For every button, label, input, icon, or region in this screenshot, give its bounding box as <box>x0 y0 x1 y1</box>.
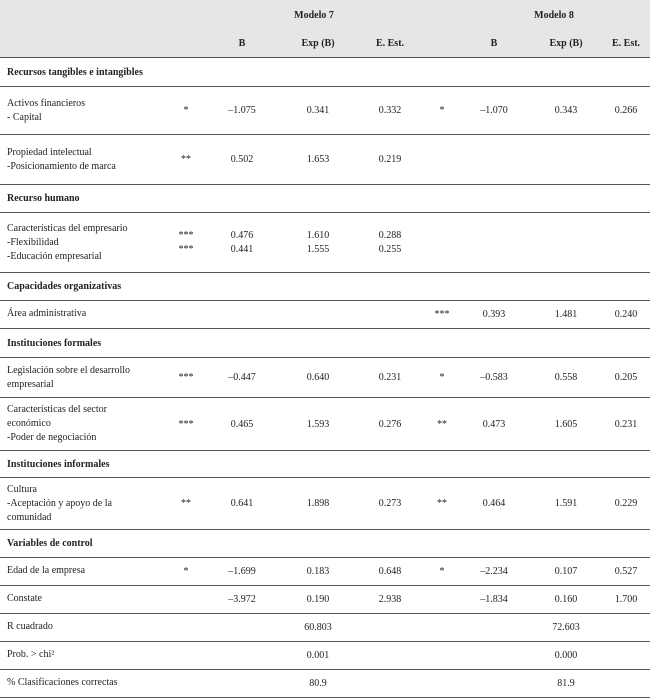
cell: 0.648 <box>354 558 426 586</box>
section-title: Variables de control <box>0 530 650 558</box>
col-b8: B <box>458 30 530 58</box>
significance: *** <box>170 358 202 398</box>
cell: 80.9 <box>282 670 354 698</box>
cell: 0.273 <box>354 478 426 530</box>
cell: 1.591 <box>530 478 602 530</box>
col-se8: E. Est. <box>602 30 650 58</box>
row-label: R cuadrado <box>0 614 170 642</box>
row-label: Prob. > chi² <box>0 642 170 670</box>
cell: –0.447 <box>202 358 282 398</box>
section-row <box>0 530 650 558</box>
cell: 0.476 0.441 <box>202 213 282 273</box>
cell: 0.000 <box>530 642 602 670</box>
cell: 0.393 <box>458 301 530 329</box>
cell: –2.234 <box>458 558 530 586</box>
col-exp7: Exp (B) <box>282 30 354 58</box>
cell: –3.972 <box>202 586 282 614</box>
cell: 0.332 <box>354 87 426 135</box>
row-label: Edad de la empresa <box>0 558 170 586</box>
significance: *** <box>426 301 458 329</box>
table-row <box>0 358 650 398</box>
cell: 1.610 1.555 <box>282 213 354 273</box>
cell: 0.341 <box>282 87 354 135</box>
model8-header: Modelo 8 <box>458 0 650 30</box>
cell: 0.527 <box>602 558 650 586</box>
section-title: Instituciones formales <box>0 329 650 358</box>
significance: *** <box>170 398 202 451</box>
cell: 0.641 <box>202 478 282 530</box>
header-row-columns <box>0 30 650 58</box>
cell: 0.001 <box>282 642 354 670</box>
section-row <box>0 329 650 358</box>
cell: 0.240 <box>602 301 650 329</box>
section-row <box>0 185 650 213</box>
cell: 0.183 <box>282 558 354 586</box>
cell: 0.190 <box>282 586 354 614</box>
table-row <box>0 558 650 586</box>
cell: 0.343 <box>530 87 602 135</box>
col-exp8: Exp (B) <box>530 30 602 58</box>
section-row <box>0 58 650 87</box>
significance: * <box>426 558 458 586</box>
row-label: Legislación sobre el desarrollo empresarial <box>0 358 170 398</box>
cell: 0.205 <box>602 358 650 398</box>
header-row-models <box>0 0 650 30</box>
section-row <box>0 451 650 478</box>
significance: * <box>170 87 202 135</box>
row-label: Características del sector económico -Poder de negociación <box>0 398 170 451</box>
cell: 0.276 <box>354 398 426 451</box>
cell: 1.593 <box>282 398 354 451</box>
table-row <box>0 87 650 135</box>
significance: *** *** <box>170 213 202 273</box>
row-label: Propiedad intelectual -Posicionamiento de marca <box>0 135 170 185</box>
row-label: Área administrativa <box>0 301 170 329</box>
cell: 0.229 <box>602 478 650 530</box>
cell: 0.107 <box>530 558 602 586</box>
cell: 2.938 <box>354 586 426 614</box>
model7-header: Modelo 7 <box>202 0 426 30</box>
section-row <box>0 273 650 301</box>
cell: 0.288 0.255 <box>354 213 426 273</box>
table-row <box>0 670 650 698</box>
cell: 1.700 <box>602 586 650 614</box>
row-label: Activos financieros - Capital <box>0 87 170 135</box>
section-title: Recurso humano <box>0 185 650 213</box>
cell: 0.502 <box>202 135 282 185</box>
row-label: Constate <box>0 586 170 614</box>
cell: 0.464 <box>458 478 530 530</box>
row-label: % Clasificaciones correctas <box>0 670 170 698</box>
significance: ** <box>426 398 458 451</box>
cell: 0.640 <box>282 358 354 398</box>
significance: ** <box>426 478 458 530</box>
cell: 0.231 <box>354 358 426 398</box>
cell: –1.834 <box>458 586 530 614</box>
cell: –0.583 <box>458 358 530 398</box>
col-b7: B <box>202 30 282 58</box>
cell: 1.605 <box>530 398 602 451</box>
table-row <box>0 135 650 185</box>
cell: 81.9 <box>530 670 602 698</box>
table-row <box>0 642 650 670</box>
cell: 1.898 <box>282 478 354 530</box>
cell: 1.481 <box>530 301 602 329</box>
significance: * <box>170 558 202 586</box>
table-row <box>0 301 650 329</box>
table-row <box>0 213 650 273</box>
section-title: Recursos tangibles e intangibles <box>0 58 650 87</box>
significance: * <box>426 358 458 398</box>
cell: 72.603 <box>530 614 602 642</box>
significance: ** <box>170 478 202 530</box>
cell: –1.699 <box>202 558 282 586</box>
cell: 0.465 <box>202 398 282 451</box>
cell: 0.473 <box>458 398 530 451</box>
table-row <box>0 614 650 642</box>
table-row <box>0 478 650 530</box>
section-title: Capacidades organizativas <box>0 273 650 301</box>
cell: –1.075 <box>202 87 282 135</box>
cell: 0.231 <box>602 398 650 451</box>
cell: –1.070 <box>458 87 530 135</box>
cell: 0.160 <box>530 586 602 614</box>
col-se7: E. Est. <box>354 30 426 58</box>
table-row <box>0 586 650 614</box>
cell: 0.266 <box>602 87 650 135</box>
cell: 1.653 <box>282 135 354 185</box>
cell: 0.558 <box>530 358 602 398</box>
significance: ** <box>170 135 202 185</box>
table-row <box>0 398 650 451</box>
cell: 60.803 <box>282 614 354 642</box>
section-title: Instituciones informales <box>0 451 650 478</box>
row-label: Características del empresario -Flexibilidad -Educación empresarial <box>0 213 170 273</box>
row-label: Cultura -Aceptación y apoyo de la comunidad <box>0 478 170 530</box>
cell: 0.219 <box>354 135 426 185</box>
significance: * <box>426 87 458 135</box>
